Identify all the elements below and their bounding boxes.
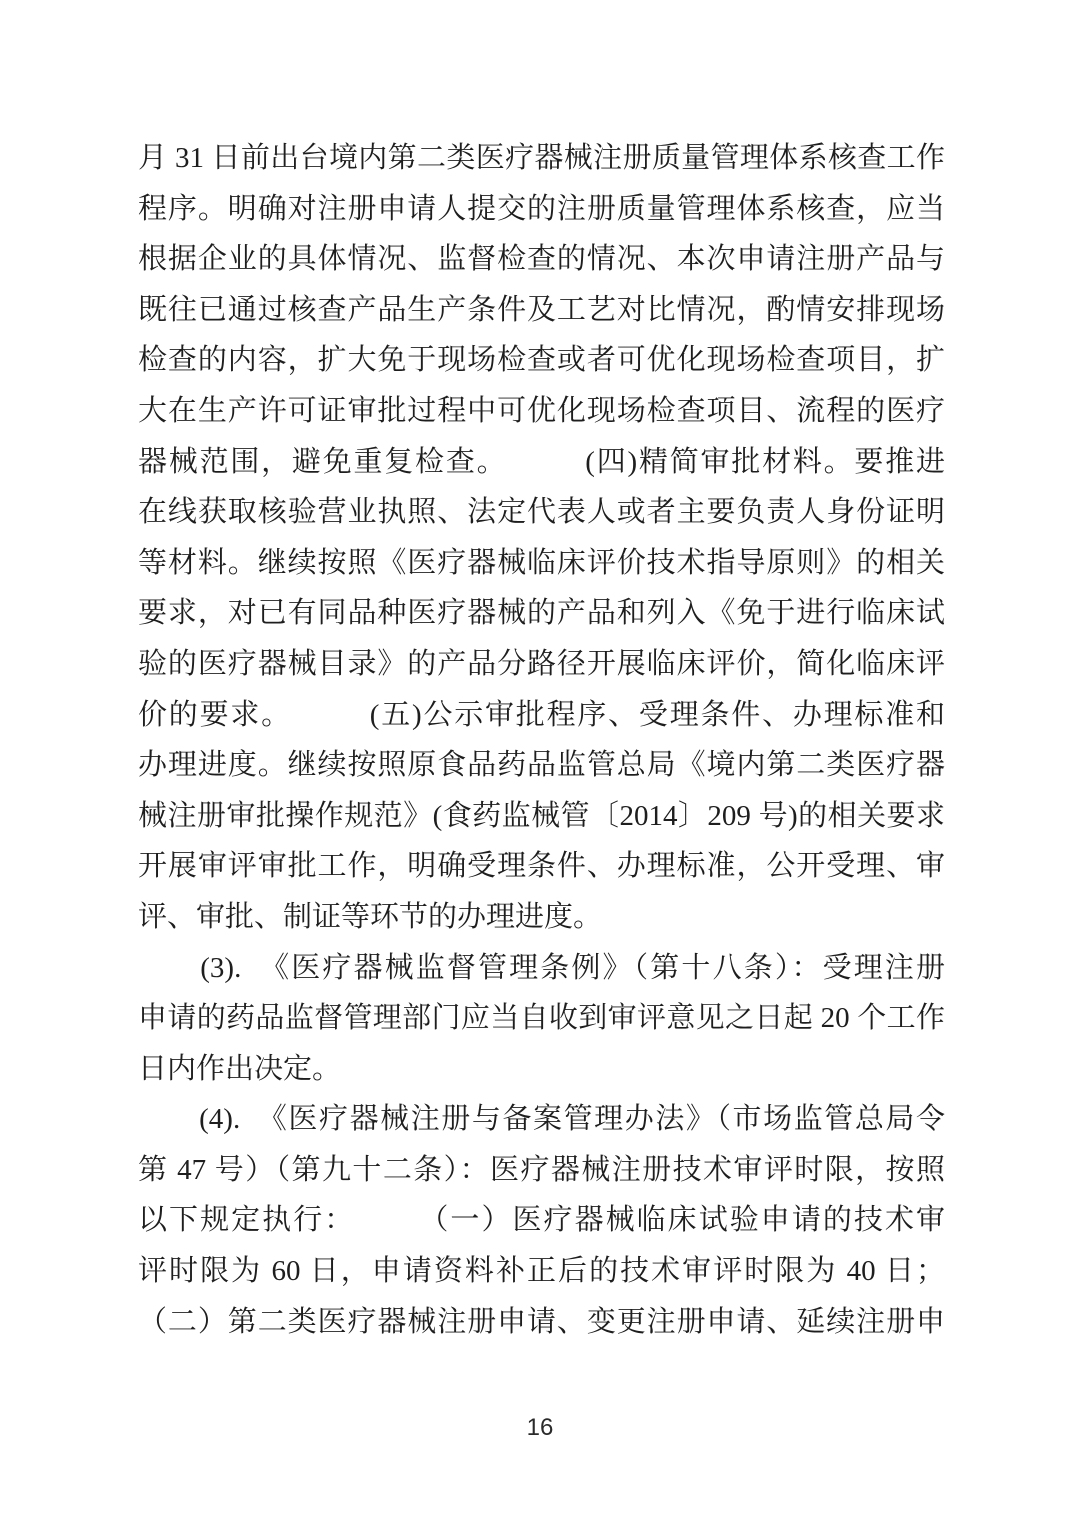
text-line: 器械范围，避免重复检查。 (四)精简审批材料。要推进: [138, 445, 945, 478]
text-line: 以下规定执行： （一）医疗器械临床试验申请的技术审: [138, 1204, 945, 1237]
text-line: 验的医疗器械目录》的产品分路径开展临床评价，简化临床评: [138, 647, 945, 680]
text-line: 第 47 号）（第九十二条）：医疗器械注册技术审评时限，按照: [138, 1153, 945, 1186]
text-line: 在线获取核验营业执照、法定代表人或者主要负责人身份证明: [138, 496, 945, 529]
text-line: 既往已通过核查产品生产条件及工艺对比情况，酌情安排现场: [138, 293, 945, 326]
text-line: 大在生产许可证审批过程中可优化现场检查项目、流程的医疗: [138, 394, 945, 427]
text-line: 价的要求。 (五)公示审批程序、受理条件、办理标准和: [138, 698, 945, 731]
text-line: 办理进度。继续按照原食品药品监管总局《境内第二类医疗器: [138, 749, 945, 782]
text-line: 日内作出决定。: [138, 1052, 342, 1085]
page-footer: [0, 1414, 1080, 1442]
text-line: 根据企业的具体情况、监督检查的情况、本次申请注册产品与: [138, 243, 945, 276]
text-line: 评时限为 60 日，申请资料补正后的技术审评时限为 40 日；: [138, 1255, 945, 1288]
text-line: 月 31 日前出台境内第二类医疗器械注册质量管理体系核查工作: [138, 142, 945, 174]
text-line: 要求，对已有同品种医疗器械的产品和列入《免于进行临床试: [138, 597, 945, 630]
document-body: [138, 133, 945, 1347]
text-line: (3). 《医疗器械监督管理条例》（第十八条）：受理注册: [138, 951, 945, 984]
text-line: 开展审评审批工作，明确受理条件、办理标准，公开受理、审: [138, 850, 945, 883]
text-line: 检查的内容，扩大免于现场检查或者可优化现场检查项目，扩: [138, 344, 945, 377]
text-line: 等材料。继续按照《医疗器械临床评价技术指导原则》的相关: [138, 546, 945, 579]
text-line: （二）第二类医疗器械注册申请、变更注册申请、延续注册申: [138, 1305, 945, 1338]
text-line: 程序。明确对注册申请人提交的注册质量管理体系核查，应当: [138, 192, 945, 225]
text-line: (4). 《医疗器械注册与备案管理办法》（市场监管总局令: [138, 1103, 945, 1136]
text-line: 申请的药品监督管理部门应当自收到审评意见之日起 20 个工作: [138, 1002, 945, 1035]
text-line: 械注册审批操作规范》(食药监械管〔2014〕209 号)的相关要求: [138, 799, 945, 832]
text-line: 评、审批、制证等环节的办理进度。: [138, 900, 603, 933]
page-number: 16: [526, 1414, 554, 1441]
